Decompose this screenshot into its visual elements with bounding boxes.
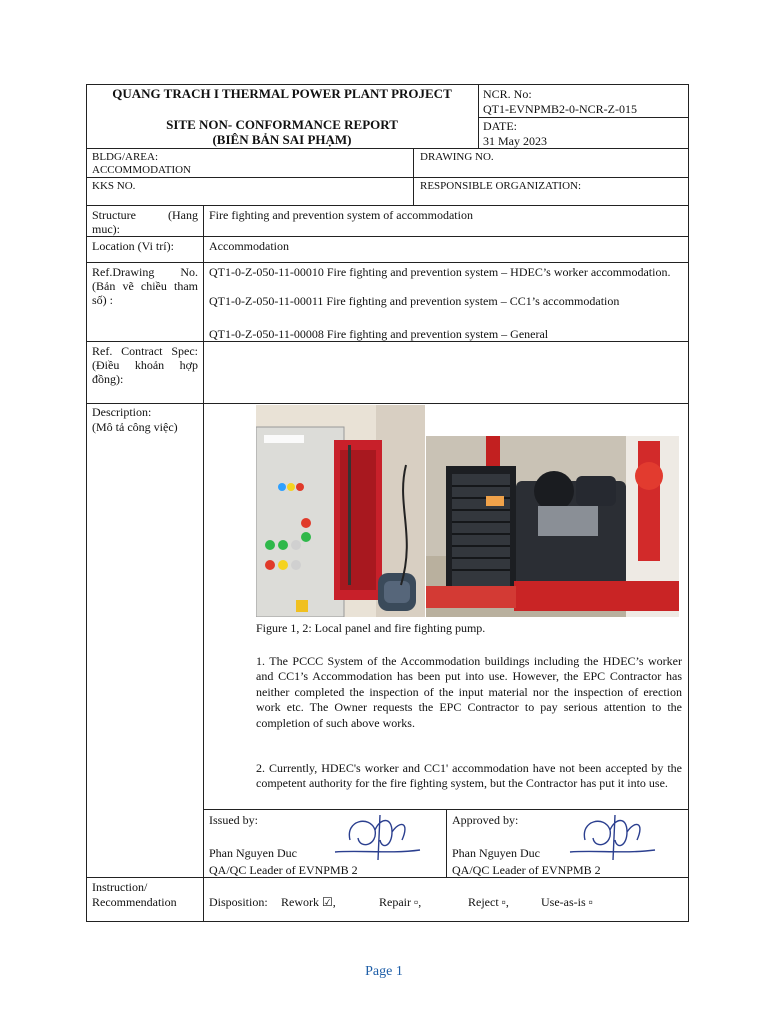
refdrawing-item-1: QT1-0-Z-050-11-00010 Fire fighting and prevention system – HDEC’s worker accommodation.	[209, 265, 671, 279]
label-column-divider	[203, 205, 204, 922]
refdrawing-item-3: QT1-0-Z-050-11-00008 Fire fighting and prevention system – General	[209, 327, 549, 341]
structure-value: Fire fighting and prevention system of accommodation	[209, 208, 473, 222]
option-repair[interactable]: Repair ▫,	[379, 895, 422, 909]
location-label: Location (Vi trí):	[92, 239, 174, 253]
figure-caption: Figure 1, 2: Local panel and fire fighting pump.	[256, 621, 486, 635]
structure-bottom-line	[86, 236, 689, 237]
refdrawing-label: Ref.Drawing No. (Bản vẽ chiều tham số) :	[92, 265, 198, 307]
kks-bottom-line	[86, 205, 689, 206]
responsible-label: RESPONSIBLE ORGANIZATION:	[420, 180, 582, 192]
header-mid-line	[478, 117, 689, 118]
header-divider	[478, 84, 479, 148]
local-panel-photo	[256, 405, 425, 617]
project-title: QUANG TRACH I THERMAL POWER PLANT PROJECT	[112, 86, 452, 101]
refcontract-label: Ref. Contract Spec: (Điều khoản hợp đồng):	[92, 344, 198, 386]
location-value: Accommodation	[209, 239, 289, 253]
kks-label: KKS NO.	[92, 180, 136, 192]
signature-divider	[446, 809, 447, 877]
bldg-value: ACCOMMODATION	[92, 164, 192, 176]
date-label: DATE:	[483, 119, 517, 133]
bldg-label: BLDG/AREA:	[92, 151, 158, 163]
header-bottom-line	[86, 148, 689, 149]
approved-name: Phan Nguyen Duc	[452, 846, 540, 860]
signature-bottom-line	[86, 877, 689, 878]
option-use-as-is[interactable]: Use-as-is ▫	[541, 895, 593, 909]
approved-title: QA/QC Leader of EVNPMB 2	[452, 863, 601, 877]
instruction-label: Instruction/ Recommendation	[92, 880, 177, 909]
report-title: SITE NON- CONFORMANCE REPORT	[166, 117, 398, 132]
refdrawing-item-2: QT1-0-Z-050-11-00011 Fire fighting and prevention system – CC1’s accommodation	[209, 294, 620, 308]
approved-label: Approved by:	[452, 813, 519, 827]
refdrawing-bottom-line	[86, 341, 689, 342]
refcontract-bottom-line	[86, 403, 689, 404]
description-paragraph-2: 2. Currently, HDEC's worker and CC1' accommodation have not been accepted by the competent authority for the fire fighting system, but the Contractor has put it into use.	[256, 761, 682, 791]
structure-label: Structure (Hang muc):	[92, 208, 198, 236]
date-value: 31 May 2023	[483, 134, 547, 148]
option-rework[interactable]: Rework ☑,	[281, 895, 336, 909]
description-label-vn: (Mô tả công việc)	[92, 420, 178, 434]
disposition-label: Disposition:	[209, 895, 268, 909]
drawing-label: DRAWING NO.	[420, 151, 494, 163]
report-subtitle: (BIÊN BẢN SAI PHẠM)	[212, 132, 352, 147]
ncr-value: QT1-EVNPMB2-0-NCR-Z-015	[483, 102, 637, 116]
bldg-bottom-line	[86, 177, 689, 178]
issued-signature	[330, 810, 425, 870]
fire-pump-photo	[426, 436, 679, 617]
issued-name: Phan Nguyen Duc	[209, 846, 297, 860]
description-paragraph-1: 1. The PCCC System of the Accommodation buildings including the HDEC’s worker and CC1’s Accommodation has been put into use. However, the EPC Contractor has neither completed the inspection of the input material nor the inspection of erection work etc. The Owner requests the EPC Contractor to pay serious attention to the completion of such above works.	[256, 654, 682, 730]
issued-label: Issued by:	[209, 813, 258, 827]
issued-title: QA/QC Leader of EVNPMB 2	[209, 863, 358, 877]
location-bottom-line	[86, 262, 689, 263]
option-reject[interactable]: Reject ▫,	[468, 895, 509, 909]
approved-signature	[565, 810, 660, 870]
ncr-label: NCR. No:	[483, 87, 532, 101]
description-label: Description:	[92, 405, 152, 419]
page-number: Page 1	[365, 964, 403, 979]
